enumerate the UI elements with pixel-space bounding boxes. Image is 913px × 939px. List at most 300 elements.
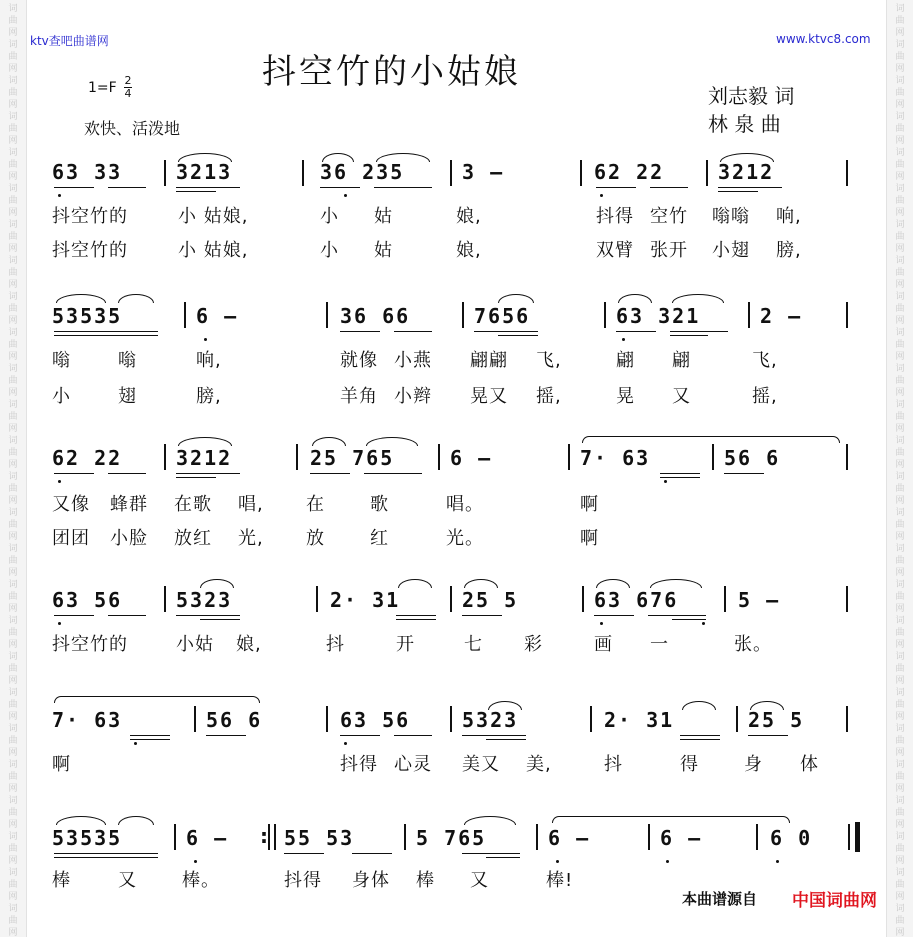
watermark-glyph: 词 [895, 904, 905, 914]
measure-notes: 3212 [718, 160, 775, 184]
barline [590, 706, 592, 732]
watermark-glyph: 网 [8, 712, 18, 722]
lyric: 抖空竹的 [52, 240, 128, 261]
measure-notes: 7· 63 [52, 708, 123, 732]
beam [108, 473, 146, 474]
slur [498, 294, 534, 303]
beam [672, 619, 706, 620]
slur [178, 153, 232, 162]
low-octave-dot [58, 194, 61, 197]
barline [568, 444, 570, 470]
lyric: 美又 [462, 754, 500, 775]
measure-notes: 25 5 [462, 588, 519, 612]
watermark-glyph: 网 [8, 568, 18, 578]
watermark-glyph: 网 [895, 316, 905, 326]
watermark-glyph: 网 [8, 100, 18, 110]
watermark-glyph: 网 [8, 352, 18, 362]
watermark-glyph: 词 [8, 688, 18, 698]
lyric: 抖 [326, 634, 345, 655]
watermark-glyph: 曲 [895, 196, 905, 206]
low-octave-dot [194, 860, 197, 863]
meter-top: 2 [124, 74, 132, 87]
watermark-glyph: 词 [8, 544, 18, 554]
watermark-glyph: 词 [8, 724, 18, 734]
watermark-glyph: 词 [8, 4, 18, 14]
low-octave-dot [204, 338, 207, 341]
barline [712, 444, 714, 470]
lyric: 姑 [374, 240, 393, 261]
watermark-glyph: 网 [895, 388, 905, 398]
watermark-glyph: 网 [8, 604, 18, 614]
lyric: 小 [52, 386, 71, 407]
watermark-glyph: 词 [8, 256, 18, 266]
beam [284, 853, 324, 854]
source-label: 本曲谱源自 [682, 890, 758, 908]
barline [604, 302, 606, 328]
watermark-glyph: 曲 [8, 412, 18, 422]
barline [846, 444, 848, 470]
watermark-glyph: 网 [895, 568, 905, 578]
slur [56, 816, 106, 825]
barline [846, 160, 848, 186]
measure-notes: 3213 [176, 160, 233, 184]
watermark-glyph: 网 [8, 856, 18, 866]
watermark-glyph: 曲 [8, 916, 18, 926]
beam [680, 735, 720, 736]
lyric: 开 [396, 634, 415, 655]
lyric: 歌 [370, 494, 389, 515]
key-signature: 1=F [88, 80, 117, 96]
low-octave-dot [702, 622, 705, 625]
watermark-glyph: 网 [895, 892, 905, 902]
barline [748, 302, 750, 328]
phrase-slur [54, 696, 260, 703]
lyric: 光, [238, 528, 264, 549]
beam [660, 477, 700, 478]
watermark-glyph: 网 [895, 676, 905, 686]
slur [200, 579, 234, 588]
watermark-glyph: 词 [8, 76, 18, 86]
watermark-glyph: 词 [895, 4, 905, 14]
measure-notes: 6 0 [770, 826, 813, 850]
watermark-glyph: 曲 [895, 736, 905, 746]
lyric: 翅 [118, 386, 137, 407]
beam [650, 187, 688, 188]
watermark-glyph: 网 [8, 496, 18, 506]
barline [450, 586, 452, 612]
measure-notes: 7656 [474, 304, 531, 328]
lyric: 嗡 [52, 350, 71, 371]
watermark-glyph: 网 [8, 208, 18, 218]
watermark-glyph: 曲 [895, 88, 905, 98]
low-octave-dot [134, 742, 137, 745]
phrase-slur [582, 436, 840, 443]
lyric: 摇, [752, 386, 778, 407]
lyric: 双臂 [596, 240, 634, 261]
low-octave-dot [622, 338, 625, 341]
measure-notes: 62 22 [52, 446, 123, 470]
beam [176, 477, 216, 478]
watermark-glyph: 曲 [895, 700, 905, 710]
watermark-glyph: 词 [895, 760, 905, 770]
watermark-glyph: 词 [8, 328, 18, 338]
beam [108, 187, 146, 188]
slur [178, 437, 232, 446]
barline [536, 824, 538, 850]
watermark-glyph: 网 [8, 424, 18, 434]
barline [736, 706, 738, 732]
measure-notes: 6 – [660, 826, 703, 850]
watermark-glyph: 词 [8, 400, 18, 410]
lyric: 嗡嗡 [712, 206, 750, 227]
watermark-glyph: 曲 [895, 160, 905, 170]
lyric: 放 [306, 528, 325, 549]
lyric: 小辫 [394, 386, 432, 407]
measure-notes: 63 676 [594, 588, 679, 612]
barline [648, 824, 650, 850]
lyric: 嗡 [118, 350, 137, 371]
slur [750, 701, 784, 710]
measure-notes: 5323 [176, 588, 233, 612]
beam [54, 853, 158, 854]
barline [184, 302, 186, 328]
beam [594, 615, 634, 616]
measure-notes: 36 235 [320, 160, 405, 184]
watermark-glyph: 曲 [895, 52, 905, 62]
lyric: 棒。 [182, 870, 220, 891]
lyric: 又 [118, 870, 137, 891]
watermark-glyph: 曲 [895, 412, 905, 422]
watermark-glyph: 网 [895, 856, 905, 866]
low-octave-dot [344, 742, 347, 745]
watermark-glyph: 网 [895, 28, 905, 38]
lyric: 翩 [616, 350, 635, 371]
final-barline [855, 822, 860, 852]
lyric: 小脸 [110, 528, 148, 549]
watermark-glyph: 词 [8, 436, 18, 446]
barline [296, 444, 298, 470]
beam [616, 331, 656, 332]
measure-notes: 55 53 [284, 826, 355, 850]
lyric: 晃 [616, 386, 635, 407]
beam [648, 615, 706, 616]
slur [650, 579, 702, 588]
watermark-glyph: 词 [895, 580, 905, 590]
watermark-glyph: 词 [8, 472, 18, 482]
watermark-glyph: 网 [895, 244, 905, 254]
beam [364, 473, 422, 474]
watermark-glyph: 词 [895, 472, 905, 482]
lyric: 红 [370, 528, 389, 549]
beam [748, 735, 788, 736]
lyric: 抖得 [340, 754, 378, 775]
watermark-glyph: 词 [895, 688, 905, 698]
lyric: 小 姑娘, [178, 206, 249, 227]
watermark-glyph: 曲 [8, 124, 18, 134]
watermark-glyph: 曲 [8, 16, 18, 26]
watermark-glyph: 曲 [8, 880, 18, 890]
lyric: 又像 [52, 494, 90, 515]
beam [310, 473, 350, 474]
watermark-glyph: 词 [895, 292, 905, 302]
watermark-glyph: 曲 [895, 844, 905, 854]
beam [486, 857, 520, 858]
beam [680, 739, 720, 740]
beam [498, 335, 538, 336]
barline [164, 444, 166, 470]
watermark-glyph: 网 [8, 64, 18, 74]
lyric: 唱, [238, 494, 264, 515]
watermark-glyph: 网 [895, 820, 905, 830]
lyric: 团团 [52, 528, 90, 549]
watermark-glyph: 词 [895, 796, 905, 806]
watermark-glyph: 网 [895, 604, 905, 614]
barline [268, 824, 270, 850]
watermark-glyph: 曲 [8, 196, 18, 206]
lyric: 棒 [52, 870, 71, 891]
watermark-glyph: 曲 [8, 88, 18, 98]
slur [488, 701, 522, 710]
measure-notes: 53535 [52, 304, 123, 328]
measure-notes: 5 – [738, 588, 781, 612]
lyric: 心灵 [394, 754, 432, 775]
barline [326, 706, 328, 732]
beam [54, 335, 158, 336]
lyric: 娘, [236, 634, 262, 655]
watermark-glyph: 曲 [8, 52, 18, 62]
lyric: 小 [320, 240, 339, 261]
watermark-glyph: 网 [895, 748, 905, 758]
beam [462, 853, 520, 854]
watermark-glyph: 词 [8, 832, 18, 842]
beam [206, 735, 246, 736]
watermark-glyph: 词 [8, 112, 18, 122]
slur [118, 816, 154, 825]
low-octave-dot [58, 480, 61, 483]
barline [848, 824, 850, 850]
watermark-glyph: 曲 [895, 232, 905, 242]
lyric: 彩 [524, 634, 543, 655]
watermark-glyph: 曲 [8, 628, 18, 638]
watermark-glyph: 曲 [895, 556, 905, 566]
beam [54, 331, 158, 332]
beam [670, 335, 708, 336]
slur [56, 294, 106, 303]
lyric: 姑 [374, 206, 393, 227]
site-label-right[interactable]: www.ktvc8.com [776, 32, 871, 46]
lyric: 美, [526, 754, 552, 775]
watermark-glyph: 词 [8, 148, 18, 158]
watermark-glyph: 词 [895, 544, 905, 554]
lyric: 在 [306, 494, 325, 515]
barline [462, 302, 464, 328]
lyric: 小 姑娘, [178, 240, 249, 261]
watermark-glyph: 词 [8, 796, 18, 806]
barline [174, 824, 176, 850]
lyricist-credit: 刘志毅 词 [708, 84, 795, 108]
repeat-sign: : [260, 824, 268, 848]
barline [326, 302, 328, 328]
slur [464, 816, 516, 825]
slur [464, 579, 498, 588]
source-site-link[interactable]: 中国词曲网 [792, 891, 877, 911]
watermark-glyph: 网 [8, 784, 18, 794]
measure-notes: 56 6 [724, 446, 781, 470]
watermark-glyph: 曲 [895, 628, 905, 638]
slur [618, 294, 652, 303]
low-octave-dot [666, 860, 669, 863]
watermark-glyph: 曲 [8, 808, 18, 818]
site-label-left[interactable]: ktv查吧曲谱网 [30, 34, 109, 48]
watermark-glyph: 网 [8, 748, 18, 758]
beam [718, 187, 782, 188]
beam [660, 473, 700, 474]
watermark-glyph: 词 [895, 220, 905, 230]
watermark-glyph: 词 [895, 508, 905, 518]
lyric: 啊 [580, 528, 599, 549]
lyric: 棒! [546, 870, 574, 891]
watermark-glyph: 网 [8, 388, 18, 398]
beam [394, 331, 432, 332]
measure-notes: 2 – [760, 304, 803, 328]
measure-notes: 63 33 [52, 160, 123, 184]
lyric: 羊角 [340, 386, 378, 407]
beam [54, 857, 158, 858]
watermark-glyph: 曲 [895, 448, 905, 458]
slur [596, 579, 630, 588]
watermark-glyph: 网 [8, 280, 18, 290]
beam [176, 473, 240, 474]
watermark-glyph: 曲 [895, 340, 905, 350]
lyric: 抖得 [596, 206, 634, 227]
beam [394, 735, 432, 736]
watermark-glyph: 词 [8, 220, 18, 230]
lyric: 小翅 [712, 240, 750, 261]
beam [176, 191, 216, 192]
watermark-glyph: 词 [895, 328, 905, 338]
measure-notes: 63 56 [52, 588, 123, 612]
lyric: 身体 [352, 870, 390, 891]
watermark-glyph: 曲 [8, 448, 18, 458]
beam [486, 739, 526, 740]
barline [316, 586, 318, 612]
lyric: 空竹 [650, 206, 688, 227]
watermark-glyph: 曲 [895, 484, 905, 494]
watermark-glyph: 词 [8, 364, 18, 374]
watermark-glyph: 曲 [895, 268, 905, 278]
watermark-glyph: 曲 [895, 16, 905, 26]
watermark-glyph: 词 [895, 76, 905, 86]
beam [108, 615, 146, 616]
lyric: 飞, [536, 350, 562, 371]
lyric: 唱。 [446, 494, 484, 515]
beam [200, 619, 240, 620]
watermark-glyph: 曲 [8, 268, 18, 278]
lyric: 身 [744, 754, 763, 775]
measure-notes: 56 6 [206, 708, 263, 732]
watermark-glyph: 网 [895, 64, 905, 74]
watermark-glyph: 网 [8, 244, 18, 254]
barline [582, 586, 584, 612]
watermark-glyph: 词 [895, 40, 905, 50]
beam [396, 615, 436, 616]
watermark-glyph: 曲 [895, 916, 905, 926]
watermark-glyph: 网 [8, 532, 18, 542]
lyric: 啊 [52, 754, 71, 775]
slur [366, 437, 418, 446]
low-octave-dot [776, 860, 779, 863]
watermark-glyph: 曲 [895, 664, 905, 674]
lyric: 棒 [416, 870, 435, 891]
beam [54, 473, 94, 474]
barline [404, 824, 406, 850]
lyric: 小燕 [394, 350, 432, 371]
barline [438, 444, 440, 470]
lyric: 抖空竹的 [52, 206, 128, 227]
measure-notes: 63 56 [340, 708, 411, 732]
watermark-glyph: 词 [8, 652, 18, 662]
watermark-glyph: 曲 [8, 340, 18, 350]
lyric: 响, [196, 350, 222, 371]
measure-notes: 5 765 [416, 826, 487, 850]
measure-notes: 6 – [196, 304, 239, 328]
lyric: 体 [800, 754, 819, 775]
barline [450, 706, 452, 732]
lyric: 又 [672, 386, 691, 407]
lyric: 娘, [456, 206, 482, 227]
slur [398, 579, 432, 588]
low-octave-dot [664, 480, 667, 483]
low-octave-dot [600, 622, 603, 625]
beam [340, 331, 380, 332]
beam [176, 187, 240, 188]
watermark-glyph: 词 [895, 364, 905, 374]
barline [846, 706, 848, 732]
watermark-glyph: 网 [895, 928, 905, 938]
measure-notes: 3212 [176, 446, 233, 470]
beam [320, 187, 360, 188]
watermark-glyph: 词 [895, 256, 905, 266]
beam [130, 735, 170, 736]
lyric: 一 [650, 634, 669, 655]
watermark-glyph: 网 [895, 352, 905, 362]
barline [450, 160, 452, 186]
low-octave-dot [600, 194, 603, 197]
measure-notes: 25 765 [310, 446, 395, 470]
lyric: 翩翩 [470, 350, 508, 371]
watermark-glyph: 词 [8, 616, 18, 626]
beam [176, 615, 240, 616]
watermark-glyph: 词 [895, 832, 905, 842]
measure-notes: 7· 63 [580, 446, 651, 470]
measure-notes: 36 66 [340, 304, 411, 328]
watermark-glyph: 曲 [895, 376, 905, 386]
beam [718, 191, 758, 192]
watermark-glyph: 网 [8, 640, 18, 650]
watermark-glyph: 曲 [895, 592, 905, 602]
watermark-glyph: 曲 [8, 772, 18, 782]
watermark-glyph: 网 [8, 676, 18, 686]
watermark-glyph: 网 [895, 496, 905, 506]
lyric: 张开 [650, 240, 688, 261]
watermark-glyph: 曲 [8, 484, 18, 494]
watermark-glyph: 曲 [895, 520, 905, 530]
watermark-glyph: 词 [895, 184, 905, 194]
watermark-glyph: 网 [8, 820, 18, 830]
watermark-glyph: 词 [8, 580, 18, 590]
watermark-glyph: 曲 [895, 772, 905, 782]
watermark-glyph: 网 [8, 892, 18, 902]
